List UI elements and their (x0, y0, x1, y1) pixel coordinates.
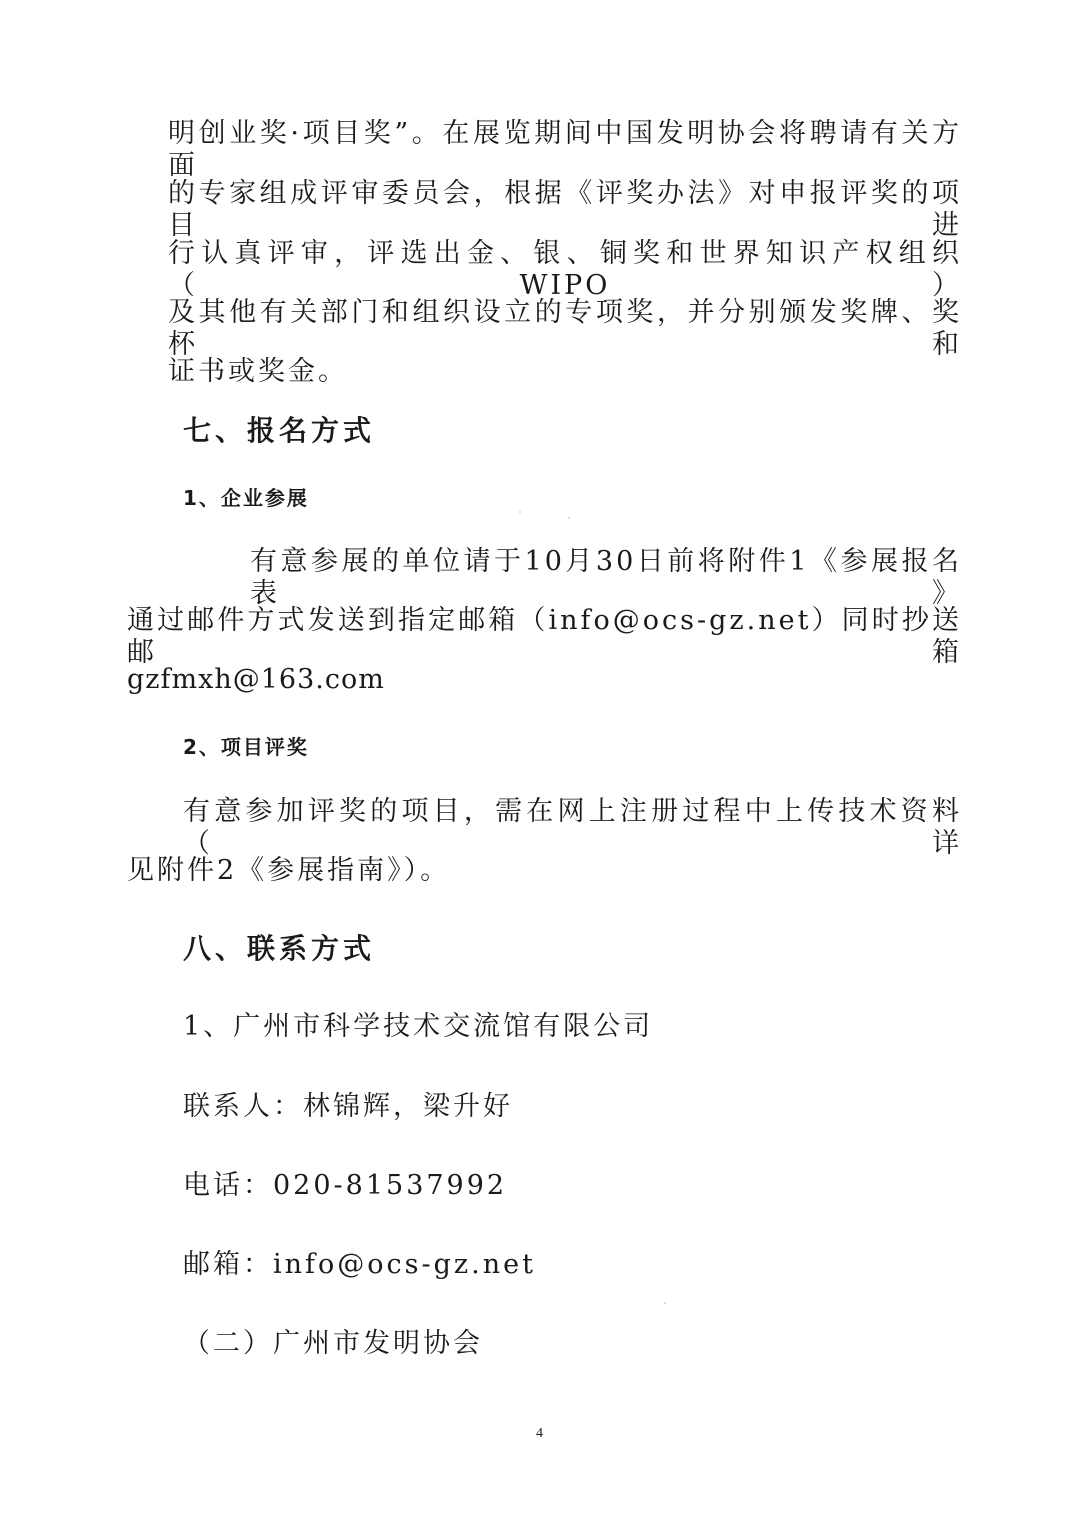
phone-number: 电话：020-81537992 (183, 1170, 508, 1201)
sub-1-line-3: gzfmxh@163.com (127, 664, 385, 695)
award-paragraph-line-5: 证书或奖金。 (168, 356, 348, 387)
award-paragraph-line-1: 明创业奖·项目奖”。在展览期间中国发明协会将聘请有关方面 (168, 118, 962, 181)
page-number: 4 (536, 1426, 543, 1441)
contact-person: 联系人：林锦辉，梁升好 (183, 1091, 513, 1122)
section-7-heading: 七、报名方式 (183, 414, 376, 447)
award-paragraph-line-3: 行认真评审，评选出金、银、铜奖和世界知识产权组织（WIPO） (168, 238, 962, 301)
section-7-sub-1-heading: 1、企业参展 (183, 486, 309, 510)
scan-speck (519, 511, 521, 513)
award-paragraph-line-4: 及其他有关部门和组织设立的专项奖，并分别颁发奖牌、奖杯和 (168, 297, 962, 360)
email-address: 邮箱：info@ocs-gz.net (183, 1249, 536, 1280)
sub-2-line-1: 有意参加评奖的项目，需在网上注册过程中上传技术资料（详 (183, 796, 962, 859)
section-8-heading: 八、联系方式 (183, 932, 376, 965)
sub-1-line-1: 有意参展的单位请于10月30日前将附件1《参展报名表》 (250, 546, 962, 609)
award-paragraph-line-2: 的专家组成评审委员会，根据《评奖办法》对申报评奖的项目进 (168, 178, 962, 241)
company-name: 1、广州市科学技术交流馆有限公司 (183, 1011, 654, 1042)
scan-speck (568, 517, 570, 519)
sub-1-line-2: 通过邮件方式发送到指定邮箱（info@ocs-gz.net）同时抄送邮箱 (127, 605, 962, 668)
section-7-sub-2-heading: 2、项目评奖 (183, 735, 309, 759)
sub-2-line-2: 见附件2《参展指南》）。 (127, 855, 451, 886)
association-name: （二）广州市发明协会 (183, 1328, 483, 1359)
scan-speck (664, 1302, 666, 1304)
